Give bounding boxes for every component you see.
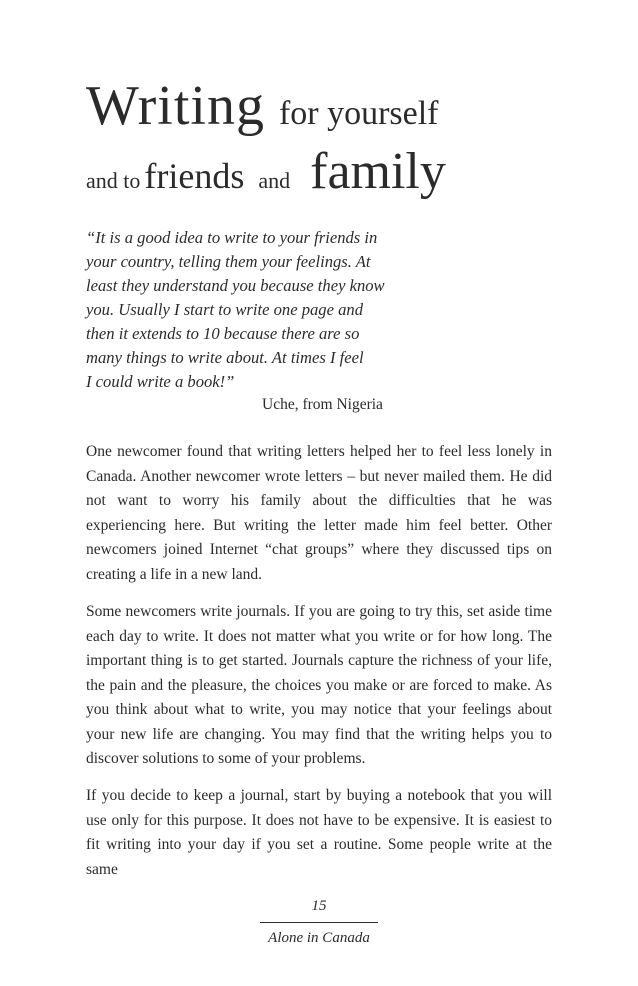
footer-divider [260, 922, 378, 923]
title-word-friends: friends [144, 156, 245, 196]
book-title: Alone in Canada [268, 930, 370, 946]
paragraph-letters: One newcomer found that writing letters helped her to feel less lonely in Canada. Another newcomer wrote letters – but never mailed them. He did not want to worry his family about the difficulties that he was experiencing here. But writing the letter made him feel better. Other newcomers joined Internet “chat groups” where they discussed tips on creating a life in a new land. [86, 443, 552, 583]
pull-quote: “It is a good idea to write to your friends in your country, telling them your feelings. At least they understand you because they know you. Usually I start to write one page and then it extends to 10 because there are so many things to write about. At times I feel I could write a book!” [86, 228, 385, 391]
title-word-family: family [310, 143, 446, 200]
page-title-line-2 [86, 143, 446, 200]
page-title-line-1 [86, 75, 439, 137]
title-word-and-to: and to [86, 168, 141, 193]
paragraph-journals: Some newcomers write journals. If you are going to try this, set aside time each day to write. It does not matter what you write or for how long. The important thing is to get started. Journals capture the richness of your life, the pain and the pleasure, the choices you make or are forced to make. As you think about what to write, you may notice that your feelings about your new life are changing. You may find that the writing helps you to discover solutions to some of your problems. [86, 603, 552, 767]
title-word-for-yourself: for yourself [278, 95, 439, 132]
title-word-and: and [258, 168, 291, 193]
quote-attribution: Uche, from Nigeria [262, 396, 383, 413]
page-number: 15 [311, 898, 327, 914]
title-word-writing: Writing [86, 75, 265, 137]
paragraph-notebook: If you decide to keep a journal, start by buying a notebook that you will use only for this purpose. It does not have to be expensive. It is easiest to fit writing into your day if you set a routine. Some people write at the same [86, 787, 552, 878]
